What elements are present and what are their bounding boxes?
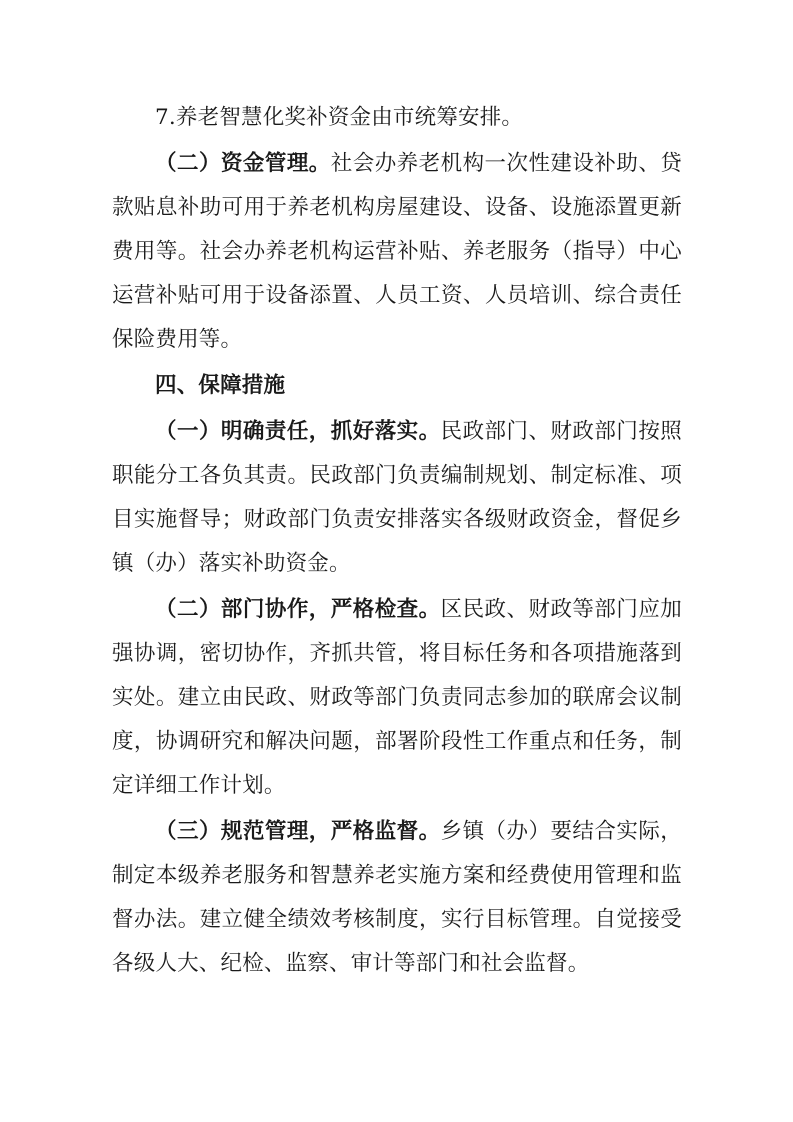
paragraph-lead: （一）明确责任，抓好落实。 <box>155 419 441 444</box>
paragraph-lead: （三）规范管理，严格监督。 <box>155 819 441 844</box>
heading-text: 四、保障措施 <box>155 373 286 398</box>
paragraph-text: 乡镇（办）要结合实际，制定本级养老服务和智慧养老实施方案和经费使用管理和监督办法。建立健全绩效考核制度，实行目标管理。自觉接受各级人大、纪检、监察、审计等部门和社会监督。 <box>112 819 683 976</box>
paragraph-text: 民政部门、财政部门按照职能分工各负其责。民政部门负责编制规划、制定标准、项目实施督导；财政部门负责安排落实各级财政资金，督促乡镇（办）落实补助资金。 <box>112 419 683 576</box>
paragraph-lead: （二）部门协作，严格检查。 <box>155 597 441 622</box>
paragraph-text: 7.养老智慧化奖补资金由市统筹安排。 <box>155 105 524 130</box>
paragraph-measure-3 <box>112 810 682 986</box>
document-body <box>112 96 682 986</box>
paragraph-measure-1 <box>112 410 682 586</box>
paragraph-funds-management <box>112 142 682 362</box>
paragraph-lead: （二）资金管理。 <box>155 151 331 176</box>
paragraph-text: 社会办养老机构一次性建设补助、贷款贴息补助可用于养老机构房屋建设、设备、设施添置更新费用等。社会办养老机构运营补贴、养老服务（指导）中心运营补贴可用于设备添置、人员工资、人员培训、综合责任保险费用等。 <box>112 151 683 352</box>
paragraph-item-7 <box>112 96 682 140</box>
paragraph-measure-2 <box>112 588 682 808</box>
section-heading-four <box>112 364 682 408</box>
paragraph-text: 区民政、财政等部门应加强协调，密切协作，齐抓共管，将目标任务和各项措施落到实处。建立由民政、财政等部门负责同志参加的联席会议制度，协调研究和解决问题，部署阶段性工作重点和任务，制定详细工作计划。 <box>112 597 683 798</box>
